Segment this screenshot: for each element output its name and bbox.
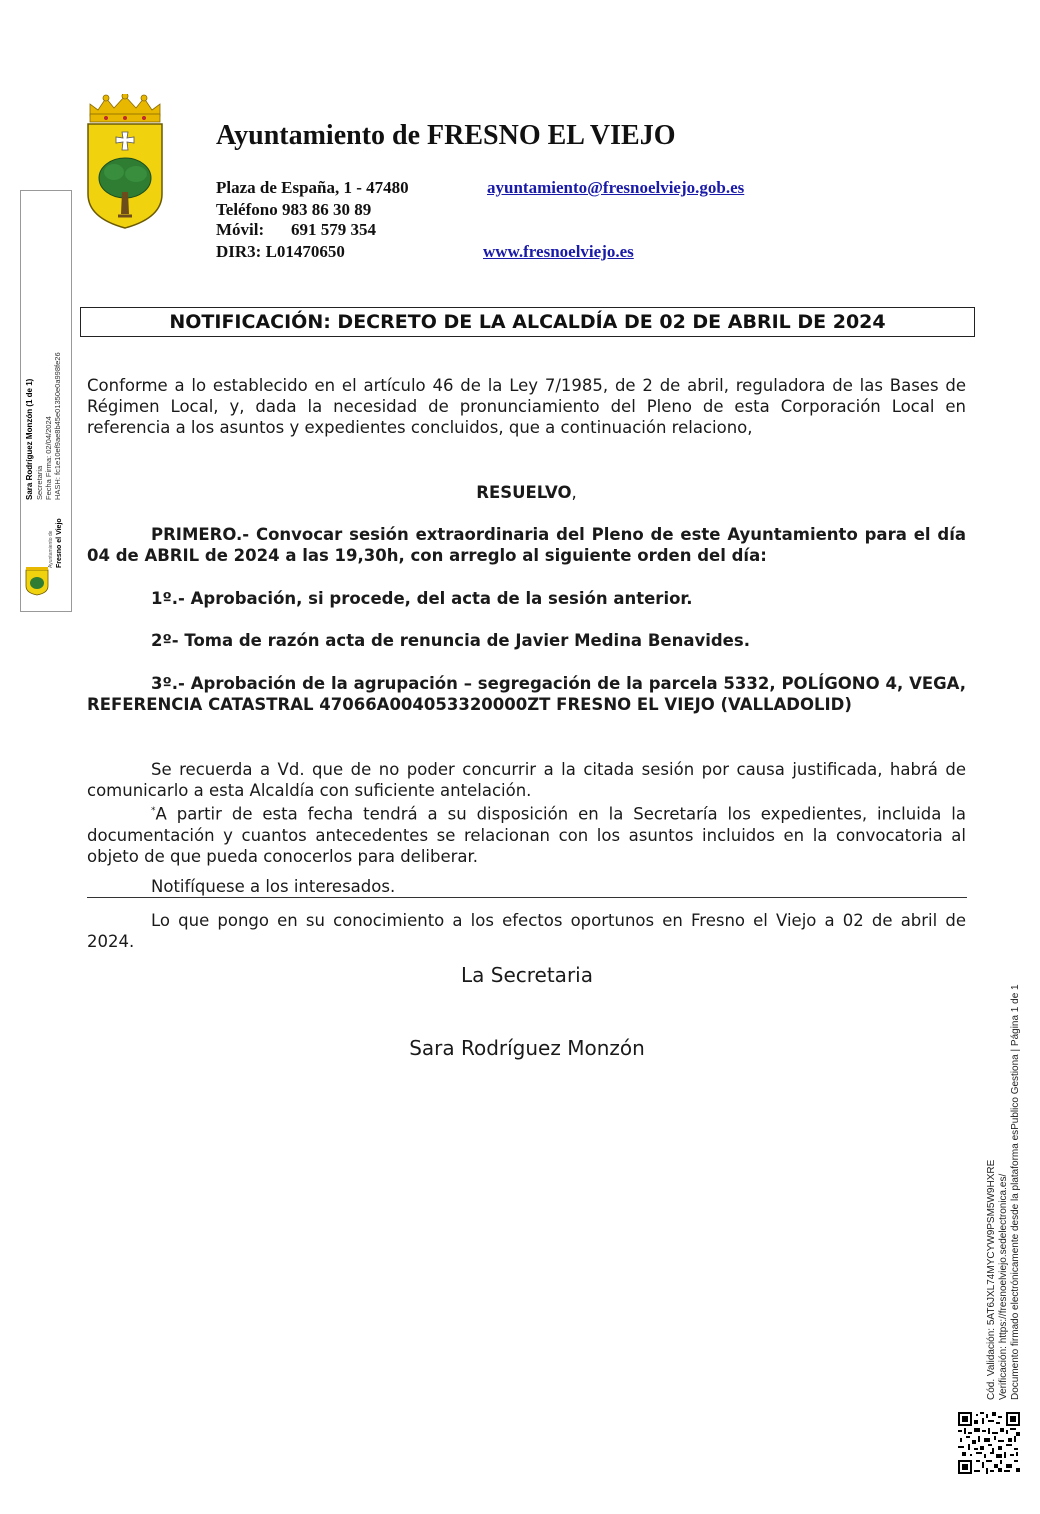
- stamp-crest-icon: [24, 566, 50, 596]
- conocimiento-paragraph: Lo que pongo en su conocimiento a los efectos oportunos en Fresno el Viejo a 02 de abril de 2024.: [87, 911, 966, 951]
- agenda-item-2: 2º- Toma de razón acta de renuncia de Javier Medina Benavides.: [151, 631, 750, 650]
- stamp-org-small: Ayuntamiento de: [48, 530, 54, 568]
- stamp-role: Secretaria: [35, 465, 44, 500]
- email-link[interactable]: ayuntamiento@fresnoelviejo.gob.es: [487, 178, 745, 197]
- verification-url: Verificación: https://fresnoelviejo.sedelectronica.es/: [998, 1173, 1009, 1400]
- dir3-text: DIR3: L01470650: [216, 242, 345, 261]
- address-text: Plaza de España, 1 - 47480: [216, 178, 409, 197]
- primero-paragraph: PRIMERO.- Convocar sesión extraordinaria del Pleno de este Ayuntamiento para el día 04 de ABRIL de 2024 a las 19,30h, con arreglo al siguiente orden del día:: [87, 525, 966, 565]
- organization-title: Ayuntamiento de FRESNO EL VIEJO: [216, 120, 676, 151]
- mobile-number: 691 579 354: [291, 220, 376, 239]
- intro-paragraph: Conforme a lo establecido en el artículo 46 de la Ley 7/1985, de 2 de abril, reguladora de las Bases de Régimen Local, y, dada la necesidad de pronunciamiento del Pleno de esta Corporación Local en referencia a los asuntos y expedientes concluidos, que a continuación relaciono,: [87, 376, 966, 437]
- verification-page-text: Documento firmado electrónicamente desde la plataforma esPublico Gestiona | Página 1 de 1: [1010, 984, 1021, 1400]
- phone-text: Teléfono 983 86 30 89: [216, 200, 372, 219]
- resuelvo-comma: ,: [571, 483, 577, 502]
- signature-name: Sara Rodríguez Monzón: [409, 1036, 645, 1060]
- notifiquese-text: Notifíquese a los interesados.: [151, 877, 396, 896]
- mobile-label: Móvil:: [216, 220, 265, 239]
- divider-line: [87, 897, 967, 898]
- stamp-hash: HASH: fc1e10ef9ae8b45e01350e0a998fe26: [53, 352, 62, 500]
- signature-role: La Secretaria: [461, 963, 593, 987]
- verification-code: Cód. Validación: 5AT6JXL74MYCYW9PSM5W9HXRE: [986, 1159, 997, 1400]
- signature-stamp-text: [20, 190, 72, 612]
- recuerda-paragraph: Se recuerda a Vd. que de no poder concurrir a la citada sesión por causa justificada, habrá de comunicarlo a esta Alcaldía con suficiente antelación.: [87, 760, 966, 800]
- document-title: NOTIFICACIÓN: DECRETO DE LA ALCALDÍA DE 02 DE ABRIL DE 2024: [169, 311, 886, 333]
- resuelvo-heading: [87, 482, 966, 503]
- asterisk-mark: *: [151, 806, 156, 816]
- disposicion-paragraph: [87, 801, 966, 867]
- stamp-date: Fecha Firma: 02/04/2024: [44, 416, 53, 500]
- stamp-org-name: Fresno el Viejo: [56, 518, 63, 568]
- resuelvo-word: RESUELVO: [476, 483, 572, 502]
- website-link[interactable]: www.fresnoelviejo.es: [483, 242, 634, 261]
- coat-of-arms-logo: [84, 94, 166, 232]
- stamp-signer: Sara Rodríguez Monzón (1 de 1): [25, 378, 34, 500]
- disposicion-text: A partir de esta fecha tendrá a su disposición en la Secretaría los expedientes, incluida la documentación y cuantos antecedentes se relacionan con los asuntos incluidos en la convocatoria al objeto de que pueda conocerlos para deliberar.: [87, 804, 966, 866]
- qr-code-icon: [958, 1412, 1020, 1474]
- agenda-item-1: 1º.- Aprobación, si procede, del acta de la sesión anterior.: [151, 589, 693, 608]
- agenda-item-3: 3º.- Aprobación de la agrupación – segregación de la parcela 5332, POLÍGONO 4, VEGA, REFERENCIA CATASTRAL 47066A004053320000ZT FRESNO EL VIEJO (VALLADOLID): [87, 674, 966, 714]
